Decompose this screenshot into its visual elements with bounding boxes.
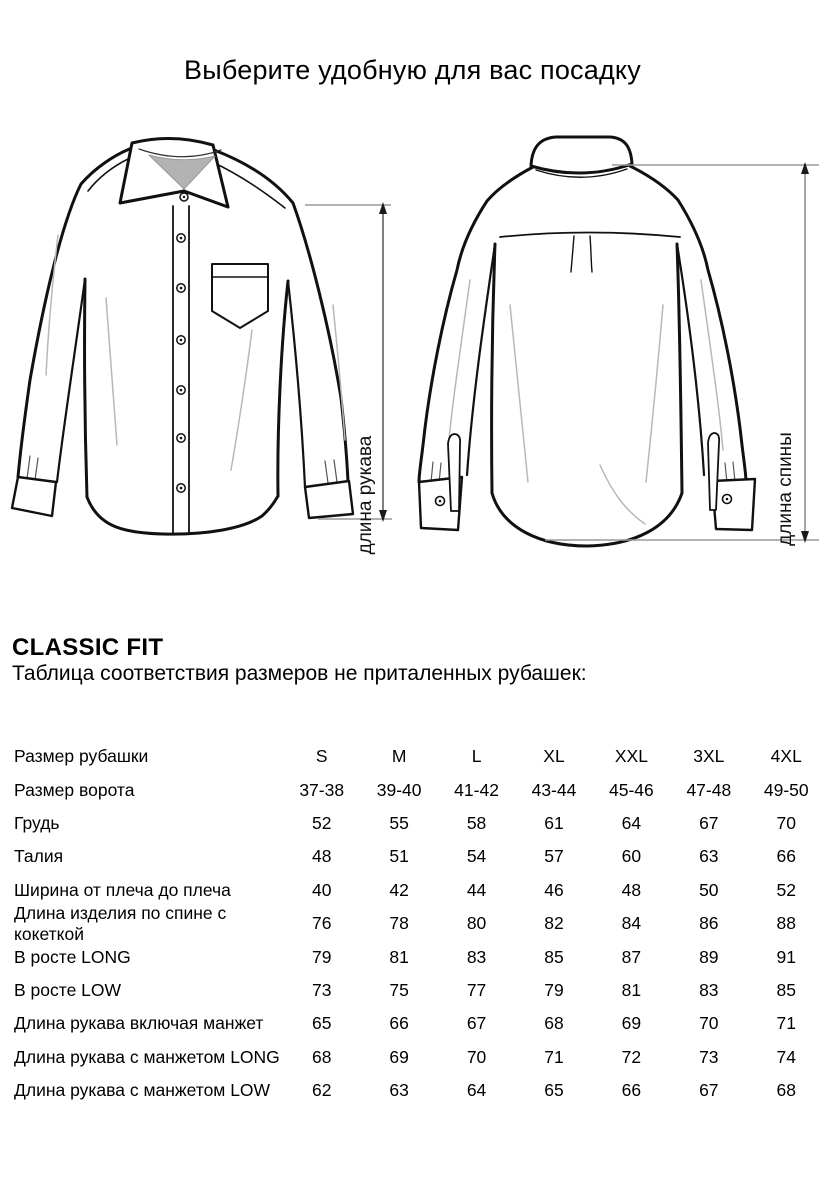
size-value-cell: 60 [621, 846, 642, 867]
size-value-cell: 67 [699, 1080, 719, 1101]
size-value-cell: 51 [389, 846, 409, 867]
shirt-front-drawing [12, 138, 353, 534]
size-value-cell: 4XL [770, 746, 802, 767]
row-label: В росте LONG [14, 946, 131, 967]
row-label: Талия [14, 846, 64, 867]
size-value-cell: 45-46 [609, 779, 654, 800]
size-value-cell: 72 [621, 1046, 642, 1067]
size-value-cell: 40 [311, 879, 332, 900]
size-value-cell: 88 [776, 913, 796, 934]
size-value-cell: 79 [544, 979, 564, 1000]
size-value-cell: 62 [311, 1080, 332, 1101]
size-value-cell: 79 [311, 946, 332, 967]
row-label: Длина изделия по спине с кокеткой [14, 902, 227, 944]
size-value-cell: 65 [311, 1013, 332, 1034]
row-label: Размер рубашки [14, 746, 149, 767]
shirt-drawings [0, 130, 825, 600]
size-value-cell: 70 [699, 1013, 719, 1034]
size-value-cell: 46 [544, 879, 564, 900]
size-value-cell: 84 [621, 913, 642, 934]
size-value-cell: 47-48 [686, 779, 732, 800]
size-value-cell: 54 [466, 846, 487, 867]
table-row [14, 807, 825, 840]
size-value-cell: 85 [544, 946, 564, 967]
size-value-cell: 66 [621, 1080, 642, 1101]
size-value-cell: 81 [389, 946, 409, 967]
size-value-cell: 71 [776, 1013, 796, 1034]
table-row [14, 1041, 825, 1074]
size-value-cell: 70 [776, 812, 796, 833]
size-value-cell: XL [543, 746, 565, 767]
size-value-cell: 87 [621, 946, 642, 967]
size-value-cell: 75 [389, 979, 409, 1000]
size-value-cell: 3XL [693, 746, 725, 767]
size-value-cell: 64 [466, 1080, 487, 1101]
fit-heading: CLASSIC FIT [12, 634, 164, 661]
size-value-cell: 73 [699, 1046, 719, 1067]
row-label: В росте LOW [14, 979, 122, 1000]
size-value-cell: 63 [389, 1080, 409, 1101]
table-row [14, 740, 825, 773]
row-label: Длина рукава включая манжет [14, 1013, 264, 1034]
table-row [14, 840, 825, 873]
size-value-cell: 83 [466, 946, 487, 967]
size-value-cell: 43-44 [531, 779, 577, 800]
size-value-cell: 68 [776, 1080, 796, 1101]
row-label: Ширина от плеча до плеча [14, 879, 231, 900]
size-value-cell: L [471, 746, 482, 767]
size-value-cell: 50 [699, 879, 719, 900]
size-value-cell: 48 [621, 879, 642, 900]
size-table [14, 740, 825, 1107]
size-value-cell: 80 [466, 913, 487, 934]
size-value-cell: 68 [311, 1046, 332, 1067]
table-row [14, 902, 825, 944]
size-value-cell: 81 [621, 979, 642, 1000]
size-value-cell: 66 [776, 846, 796, 867]
table-row [14, 1074, 825, 1107]
cuff-buttons [436, 495, 732, 506]
size-value-cell: 66 [389, 1013, 409, 1034]
size-value-cell: 64 [621, 812, 642, 833]
size-value-cell: 63 [699, 846, 719, 867]
row-label: Грудь [14, 812, 60, 833]
size-value-cell: 61 [544, 812, 564, 833]
shirt-diagram [0, 130, 825, 600]
size-value-cell: 37-38 [299, 779, 345, 800]
table-row [14, 940, 825, 973]
row-label: Длина рукава с манжетом LOW [14, 1080, 271, 1101]
size-value-cell: 39-40 [376, 779, 422, 800]
table-row [14, 1007, 825, 1040]
size-value-cell: 55 [389, 812, 409, 833]
size-value-cell: 52 [776, 879, 796, 900]
fit-subtitle: Таблица соответствия размеров не приталенных рубашек: [12, 662, 587, 685]
size-value-cell: 77 [466, 979, 487, 1000]
size-value-cell: 48 [311, 846, 332, 867]
size-value-cell: 67 [699, 812, 719, 833]
size-value-cell: 91 [776, 946, 796, 967]
shirt-back-drawing [419, 137, 755, 546]
size-value-cell: S [315, 746, 328, 767]
size-value-cell: 83 [699, 979, 719, 1000]
row-label: Длина рукава с манжетом LONG [14, 1046, 280, 1067]
size-value-cell: 70 [466, 1046, 487, 1067]
size-value-cell: 71 [544, 1046, 564, 1067]
size-value-cell: 89 [699, 946, 719, 967]
sleeve-length-label: длина рукава [355, 435, 376, 555]
size-value-cell: 73 [311, 979, 332, 1000]
size-value-cell: 44 [466, 879, 487, 900]
row-label: Размер ворота [14, 779, 135, 800]
size-value-cell: 68 [544, 1013, 564, 1034]
size-value-cell: 76 [311, 913, 332, 934]
size-value-cell: 49-50 [763, 779, 809, 800]
size-value-cell: 69 [621, 1013, 642, 1034]
size-value-cell: 67 [466, 1013, 487, 1034]
size-value-cell: 65 [544, 1080, 564, 1101]
size-value-cell: 69 [389, 1046, 409, 1067]
size-value-cell: 57 [544, 846, 564, 867]
table-row [14, 773, 825, 806]
size-value-cell: 41-42 [454, 779, 499, 800]
size-value-cell: 58 [466, 812, 487, 833]
back-length-label: длина спины [775, 432, 796, 546]
size-value-cell: 82 [544, 913, 564, 934]
size-value-cell: 78 [389, 913, 409, 934]
page-title: Выберите удобную для вас посадку [184, 55, 641, 85]
size-value-cell: M [391, 746, 407, 767]
size-value-cell: 85 [776, 979, 796, 1000]
size-value-cell: 74 [776, 1046, 796, 1067]
size-value-cell: 86 [699, 913, 719, 934]
size-value-cell: XXL [614, 746, 648, 767]
front-buttons [177, 193, 188, 492]
size-value-cell: 52 [311, 812, 332, 833]
table-row [14, 974, 825, 1007]
size-value-cell: 42 [389, 879, 409, 900]
